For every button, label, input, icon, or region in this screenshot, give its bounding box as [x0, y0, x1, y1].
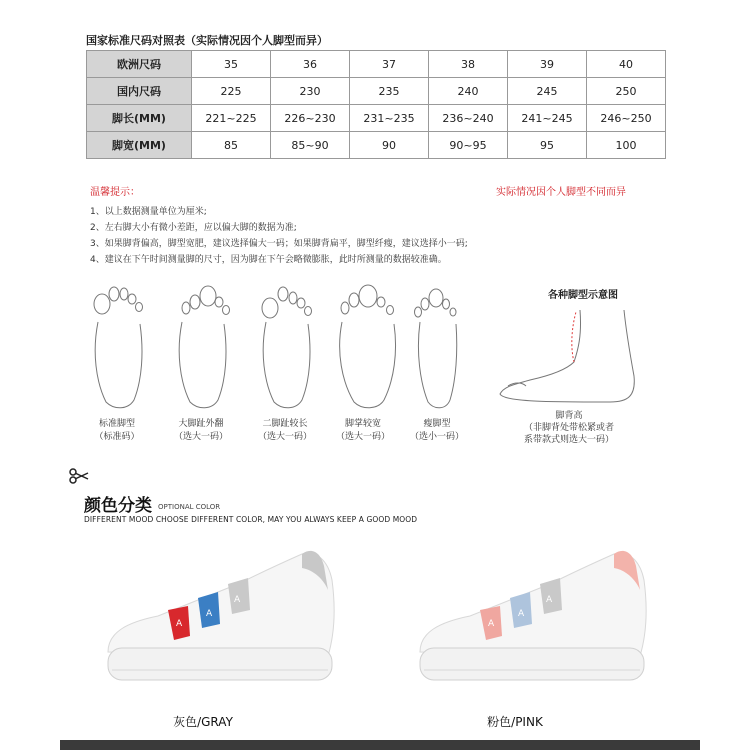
size-cell: 90~95: [429, 132, 508, 159]
size-cell: 35: [192, 51, 271, 78]
size-cell: 241~245: [508, 105, 587, 132]
svg-text:A: A: [518, 609, 525, 619]
variant-label-gray[interactable]: 灰色/GRAY: [173, 715, 233, 729]
size-row-header: 国内尺码: [87, 78, 192, 105]
high-instep-foot-icon: [490, 306, 640, 406]
instep-caption: [494, 410, 644, 446]
size-chart-title: 国家标准尺码对照表（实际情况因个人脚型而异）: [86, 34, 328, 47]
size-row: [87, 105, 666, 132]
svg-text:A: A: [176, 619, 183, 629]
foot-type-caption: [240, 418, 330, 444]
size-cell: 85: [192, 132, 271, 159]
instep-name: 脚背高: [555, 411, 583, 421]
scissors-icon: [68, 468, 90, 484]
size-cell: 240: [429, 78, 508, 105]
size-cell: 38: [429, 51, 508, 78]
size-cell: 85~90: [271, 132, 350, 159]
instep-advice-line1: （非脚背处带松紧或者: [523, 423, 614, 433]
color-section-subtitle: OPTIONAL COLOR: [158, 503, 221, 511]
foot-type-advice: （选大一码）: [335, 432, 390, 442]
foot-type-name: 大脚趾外翻: [178, 419, 224, 429]
foot-standard-icon: [84, 282, 150, 412]
shoe-pink-image[interactable]: [400, 540, 660, 700]
foot-type-caption: [392, 418, 482, 444]
size-row-header: 欧洲尺码: [87, 51, 192, 78]
size-cell: 250: [587, 78, 666, 105]
foot-type-advice: （选大一码）: [257, 432, 312, 442]
size-cell: 236~240: [429, 105, 508, 132]
size-cell: 226~230: [271, 105, 350, 132]
svg-text:A: A: [234, 595, 241, 605]
size-row: [87, 78, 666, 105]
foot-type-advice: （选大一码）: [173, 432, 228, 442]
shoe-gray-image[interactable]: [88, 540, 348, 700]
foot-long-second-toe-icon: [252, 282, 318, 412]
tips-label: 温馨提示：: [90, 187, 140, 198]
instep-advice-line2: 系带款式则选大一码）: [523, 435, 614, 445]
size-cell: 37: [350, 51, 429, 78]
color-section-tagline: DIFFERENT MOOD CHOOSE DIFFERENT COLOR, MAY YOU ALWAYS KEEP A GOOD MOOD: [84, 515, 418, 524]
variant-label-pink[interactable]: 粉色/PINK: [487, 715, 543, 729]
size-cell: 235: [350, 78, 429, 105]
color-section-title: 颜色分类: [84, 496, 152, 516]
foot-type-name: 二脚趾较长: [262, 419, 308, 429]
size-row-header: 脚长(MM): [87, 105, 192, 132]
foot-type-name: 脚掌较宽: [344, 419, 381, 429]
foot-type-caption: [156, 418, 246, 444]
size-cell: 95: [508, 132, 587, 159]
size-cell: 40: [587, 51, 666, 78]
foot-type-name: 瘦脚型: [423, 419, 451, 429]
size-row-header: 脚宽(MM): [87, 132, 192, 159]
size-cell: 230: [271, 78, 350, 105]
size-cell: 231~235: [350, 105, 429, 132]
size-cell: 225: [192, 78, 271, 105]
svg-text:A: A: [488, 619, 495, 629]
size-cell: 90: [350, 132, 429, 159]
foot-type-name: 标准脚型: [98, 419, 135, 429]
size-row: [87, 132, 666, 159]
size-cell: 245: [508, 78, 587, 105]
size-cell: 36: [271, 51, 350, 78]
size-cell: 221~225: [192, 105, 271, 132]
size-cell: 246~250: [587, 105, 666, 132]
tip-item: 3、如果脚背偏高，脚型宽肥，建议选择偏大一码；如果脚背扁平，脚型纤瘦，建议选择小一码;: [90, 239, 468, 249]
svg-text:A: A: [546, 595, 553, 605]
svg-text:A: A: [206, 609, 213, 619]
next-image-strip: [60, 740, 700, 750]
size-row: [87, 51, 666, 78]
foot-type-advice: （选小一码）: [409, 432, 464, 442]
foot-slim-icon: [406, 282, 466, 412]
foot-types-title: 各种脚型示意图: [548, 290, 618, 301]
foot-wide-icon: [332, 282, 402, 412]
tip-item: 4、建议在下午时间测量脚的尺寸，因为脚在下午会略微膨胀，此时所测量的数据较准确。: [90, 255, 447, 265]
foot-type-advice: （标准码）: [94, 432, 140, 442]
size-chart-table: [86, 50, 666, 159]
tips-note: 实际情况因个人脚型不同而异: [496, 187, 626, 198]
tip-item: 2、左右脚大小有微小差距，应以偏大脚的数据为准;: [90, 223, 297, 233]
foot-type-caption: [72, 418, 162, 444]
size-cell: 39: [508, 51, 587, 78]
size-cell: 100: [587, 132, 666, 159]
foot-bunion-icon: [168, 282, 234, 412]
tip-item: 1、以上数据测量单位为厘米;: [90, 207, 207, 217]
